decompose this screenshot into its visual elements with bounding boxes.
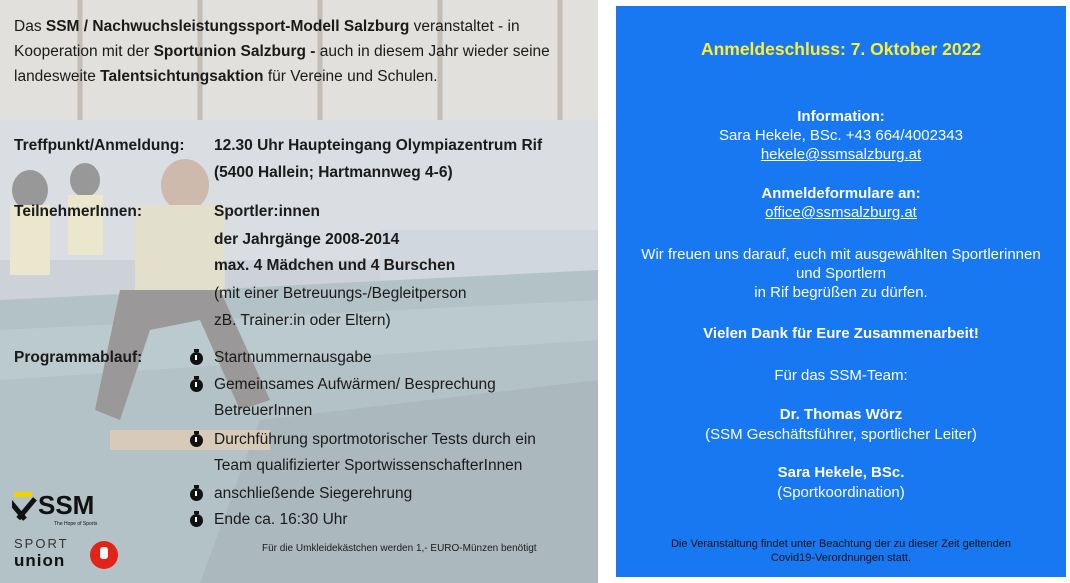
intro-bold-run: Sportunion Salzburg - xyxy=(153,43,316,60)
person2-name: Sara Hekele, BSc. xyxy=(777,464,905,481)
intro-text-run: für Vereine und Schulen. xyxy=(263,68,438,85)
program-item-text: anschließende Siegerehrung xyxy=(214,485,413,502)
forms-heading: Anmeldeformulare an: xyxy=(761,185,921,202)
program-item xyxy=(190,427,585,479)
intro-bold-run: Talentsichtungsaktion xyxy=(100,68,264,85)
intro-paragraph xyxy=(14,14,584,89)
info-email-link[interactable]: hekele@ssmsalzburg.at xyxy=(760,146,922,163)
info-heading: Information: xyxy=(797,108,885,125)
raiffeisen-logo-icon xyxy=(12,492,37,521)
program-item-text: Gemeinsames Aufwärmen/ Besprechung xyxy=(214,376,496,393)
person2-role: (Sportkoordination) xyxy=(777,484,905,501)
intro-text-run: auch in diesem Jahr wieder seine landesweite xyxy=(14,43,550,85)
disclaimer-line-2: Covid19-Verordnungen statt. xyxy=(770,552,912,564)
ssm-logo-text: SSM xyxy=(38,490,95,520)
forms-email-row xyxy=(616,203,1066,222)
team-line: Für das SSM-Team: xyxy=(774,367,908,384)
program-item-text-cont: BetreuerInnen xyxy=(214,402,313,419)
person1-role: (SSM Geschäftsführer, sportlicher Leiter) xyxy=(705,426,977,443)
person1-name: Dr. Thomas Wörz xyxy=(779,406,903,423)
program-item-text: Durchführung sportmotorischer Tests durch ein xyxy=(214,431,536,448)
sportunion-logo-bottom: union xyxy=(14,551,66,570)
participants-line-4: (mit einer Betreuungs-/Begleitperson xyxy=(214,285,467,302)
info-email-row xyxy=(616,145,1066,164)
footnote-lockers: Für die Umkleidekästchen werden 1,- EURO-Münzen benötigt xyxy=(262,543,537,554)
sportunion-logo-top: SPORT xyxy=(14,536,69,551)
program-item xyxy=(190,345,585,371)
welcome-line-3: in Rif begrüßen zu dürfen. xyxy=(754,284,928,301)
disclaimer-line-1: Die Veranstaltung findet unter Beachtung der zu dieser Zeit geltenden xyxy=(670,538,1011,550)
welcome-line-2: und Sportlern xyxy=(795,265,887,282)
participants-line-5: zB. Trainer:in oder Eltern) xyxy=(214,312,391,329)
intro-text-run: Das xyxy=(14,18,46,35)
stopwatch-icon xyxy=(190,488,203,501)
ssm-logo xyxy=(12,488,122,528)
welcome-line-1: Wir freuen uns darauf, euch mit ausgewählten Sportlerinnen xyxy=(641,246,1041,263)
stopwatch-icon xyxy=(190,514,203,527)
program-item-text: Startnummernausgabe xyxy=(214,349,372,366)
participants-label: TeilnehmerInnen: xyxy=(14,203,143,220)
program-item xyxy=(190,481,585,507)
participants-line-2: der Jahrgänge 2008-2014 xyxy=(214,231,400,248)
right-panel xyxy=(616,6,1066,577)
intro-text-run: veranstaltet - in Kooperation mit der xyxy=(14,18,520,60)
intro-bold-run: SSM / Nachwuchsleistungssport-Modell Salzburg xyxy=(45,18,410,35)
stopwatch-icon xyxy=(190,352,203,365)
participants-line-3: max. 4 Mädchen und 4 Burschen xyxy=(214,257,456,274)
sportunion-logo xyxy=(12,535,122,573)
program-item-text-cont: Team qualifizierter SportwissenschafterInnen xyxy=(214,457,523,474)
ssm-logo-tagline: The Hope of Sports xyxy=(54,521,98,527)
meeting-label: Treffpunkt/Anmeldung: xyxy=(14,137,185,154)
meeting-address: (5400 Hallein; Hartmannweg 4-6) xyxy=(214,164,453,181)
registration-deadline: Anmeldeschluss: 7. Oktober 2022 xyxy=(700,39,982,59)
participants-line-1: Sportler:innen xyxy=(214,203,320,220)
program-item xyxy=(190,372,585,424)
program-label: Programmablauf: xyxy=(14,349,143,366)
forms-email-link[interactable]: office@ssmsalzburg.at xyxy=(765,204,917,221)
info-contact: Sara Hekele, BSc. +43 664/4002343 xyxy=(719,127,963,144)
program-item xyxy=(190,507,585,533)
program-item-text: Ende ca. 16:30 Uhr xyxy=(214,511,348,528)
stopwatch-icon xyxy=(190,379,203,392)
stopwatch-icon xyxy=(190,434,203,447)
meeting-time-place: 12.30 Uhr Haupteingang Olympiazentrum Rif xyxy=(214,137,543,154)
thanks-line: Vielen Dank für Eure Zusammenarbeit! xyxy=(703,325,979,342)
